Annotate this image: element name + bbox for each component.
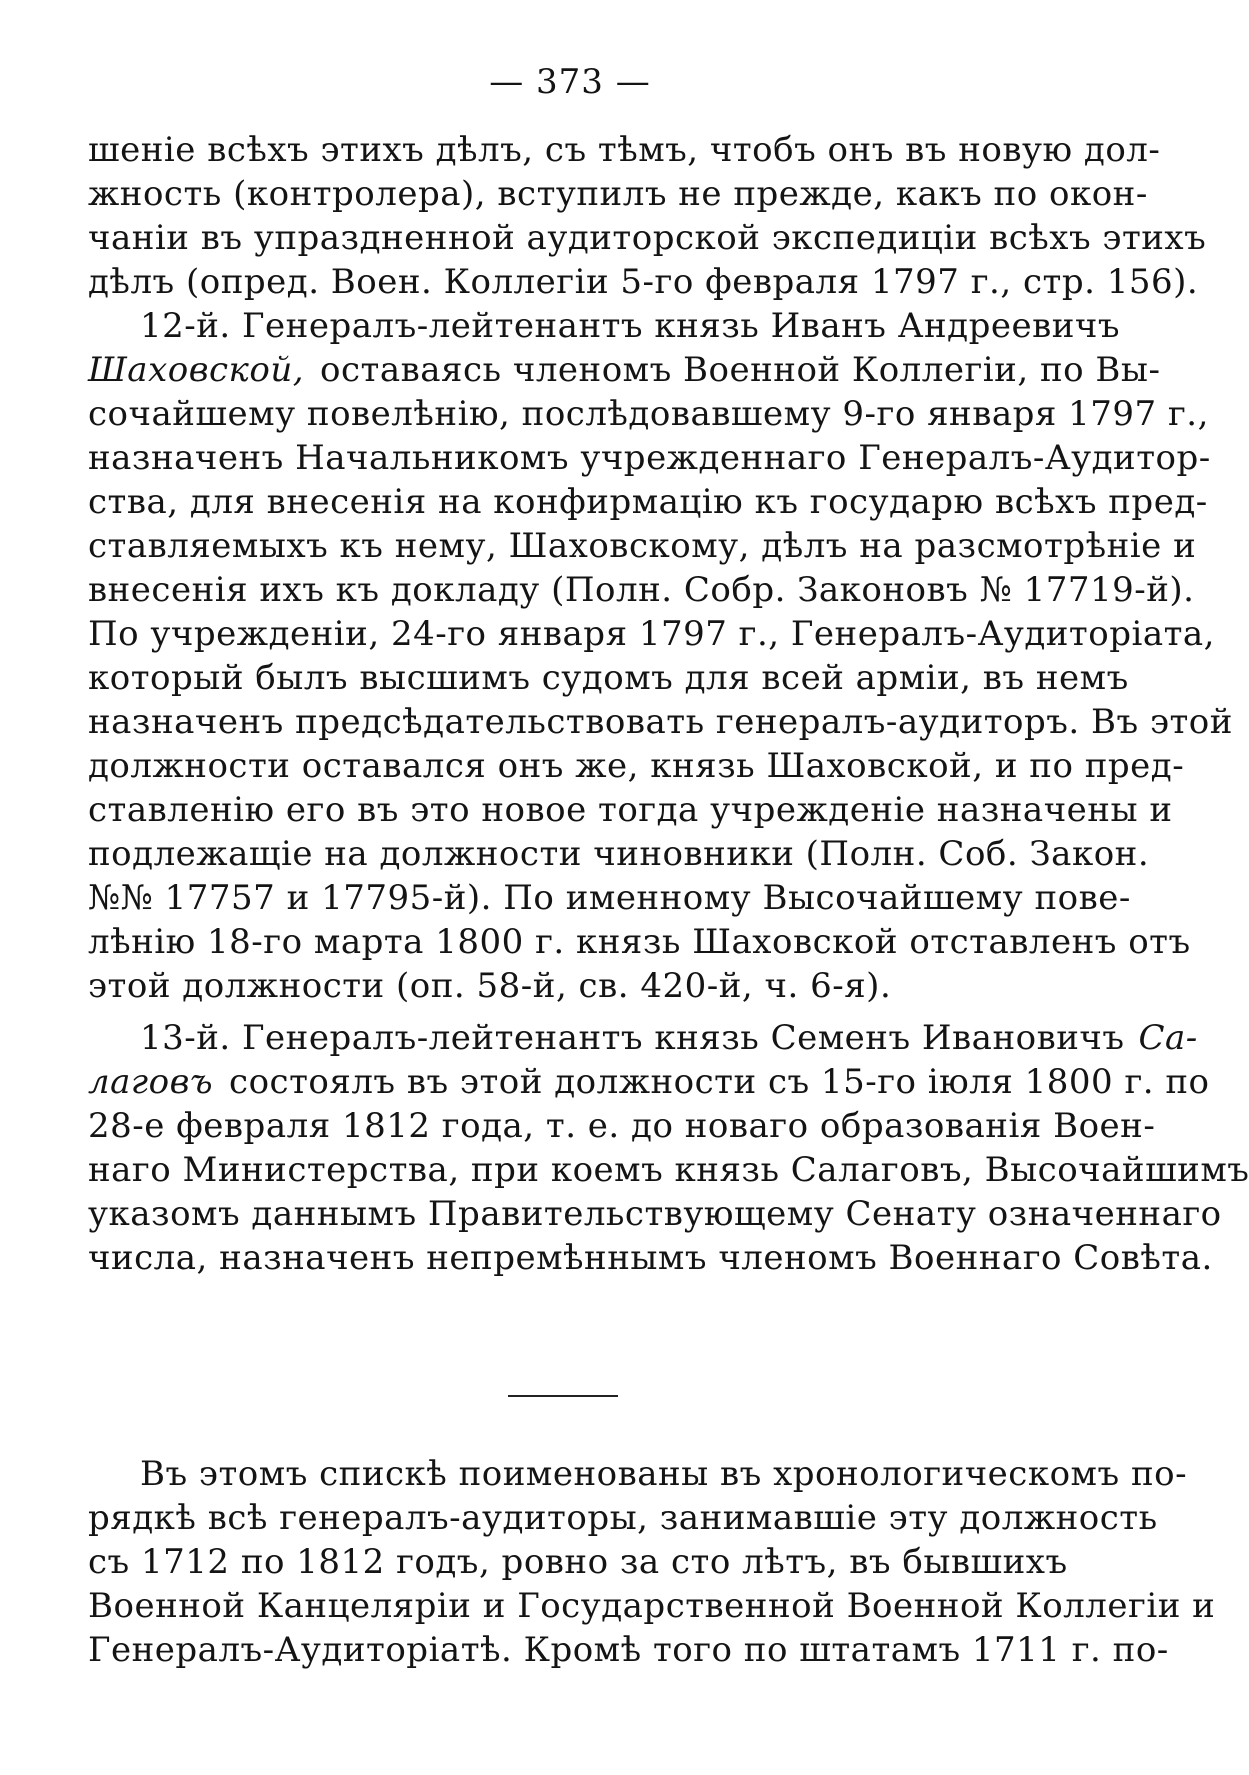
text-line: ства, для внесенія на конфирмацію къ государю всѣхъ пред- — [88, 482, 1208, 522]
name-italic: Са- — [1138, 1018, 1198, 1058]
text-line: №№ 17757 и 17795-й). По именному Высочайшему пове- — [88, 878, 1131, 918]
text-span: оставаясь членомъ Военной Коллегіи, по Вы- — [320, 350, 1161, 390]
text-line: указомъ даннымъ Правительствующему Сенату означеннаго — [88, 1194, 1222, 1234]
text-line: сочайшему повелѣнію, послѣдовавшему 9-го января 1797 г., — [88, 394, 1209, 434]
text-line: съ 1712 по 1812 годъ, ровно за сто лѣтъ, въ бывшихъ — [88, 1542, 1068, 1582]
page-number: — 373 — — [489, 62, 651, 102]
text-line: подлежащіе на должности чиновники (Полн. Соб. Закон. — [88, 834, 1150, 874]
name-italic: лаговъ — [88, 1062, 214, 1102]
text-line: 12-й. Генералъ-лейтенантъ князь Иванъ Андреевичъ — [140, 306, 1121, 346]
text-line — [88, 1060, 1210, 1104]
name-italic: Шаховской, — [88, 350, 305, 390]
text-line: должности оставался онъ же, князь Шаховской, и по пред- — [88, 746, 1185, 786]
text-line: который былъ высшимъ судомъ для всей арміи, въ немъ — [88, 658, 1129, 698]
text-line: чаніи въ упраздненной аудиторской экспедиціи всѣхъ этихъ — [88, 218, 1207, 258]
text-line: По учрежденіи, 24-го января 1797 г., Генералъ-Аудиторіата, — [88, 614, 1215, 654]
text-line: назначенъ предсѣдательствовать генералъ-аудиторъ. Въ этой — [88, 702, 1233, 742]
text-span: 13-й. Генералъ-лейтенантъ князь Семенъ Ивановичъ — [140, 1018, 1125, 1058]
text-line — [88, 348, 1161, 392]
text-line: 28-е февраля 1812 года, т. е. до новаго образованія Воен- — [88, 1106, 1156, 1146]
text-line: наго Министерства, при коемъ князь Салаговъ, Высочайшимъ — [88, 1150, 1249, 1190]
text-line: Генералъ-Аудиторіатѣ. Кромѣ того по штатамъ 1711 г. по- — [88, 1630, 1169, 1670]
section-divider — [508, 1395, 618, 1397]
text-line — [140, 1016, 1198, 1060]
text-line: шеніе всѣхъ этихъ дѣлъ, съ тѣмъ, чтобъ онъ въ новую дол- — [88, 130, 1161, 170]
text-line: Военной Канцеляріи и Государственной Военной Коллегіи и — [88, 1586, 1216, 1626]
text-line: назначенъ Начальникомъ учрежденнаго Генералъ-Аудитор- — [88, 438, 1211, 478]
text-line: жность (контролера), вступилъ не прежде, какъ по окон- — [88, 174, 1148, 214]
text-line: этой должности (оп. 58-й, св. 420-й, ч. 6-я). — [88, 966, 892, 1006]
text-line: внесенія ихъ къ докладу (Полн. Собр. Законовъ № 17719-й). — [88, 570, 1195, 610]
text-line: дѣлъ (опред. Воен. Коллегіи 5-го февраля 1797 г., стр. 156). — [88, 262, 1199, 302]
text-span: состоялъ въ этой должности съ 15-го іюля 1800 г. по — [229, 1062, 1210, 1102]
text-line: рядкѣ всѣ генералъ-аудиторы, занимавшіе эту должность — [88, 1498, 1158, 1538]
text-line: лѣнію 18-го марта 1800 г. князь Шаховской отставленъ отъ — [88, 922, 1191, 962]
text-line: ставленію его въ это новое тогда учрежденіе назначены и — [88, 790, 1173, 830]
text-line: ставляемыхъ къ нему, Шаховскому, дѣлъ на разсмотрѣніе и — [88, 526, 1197, 566]
text-line: числа, назначенъ непремѣннымъ членомъ Военнаго Совѣта. — [88, 1238, 1213, 1278]
text-line: Въ этомъ спискѣ поименованы въ хронологическомъ по- — [140, 1454, 1188, 1494]
